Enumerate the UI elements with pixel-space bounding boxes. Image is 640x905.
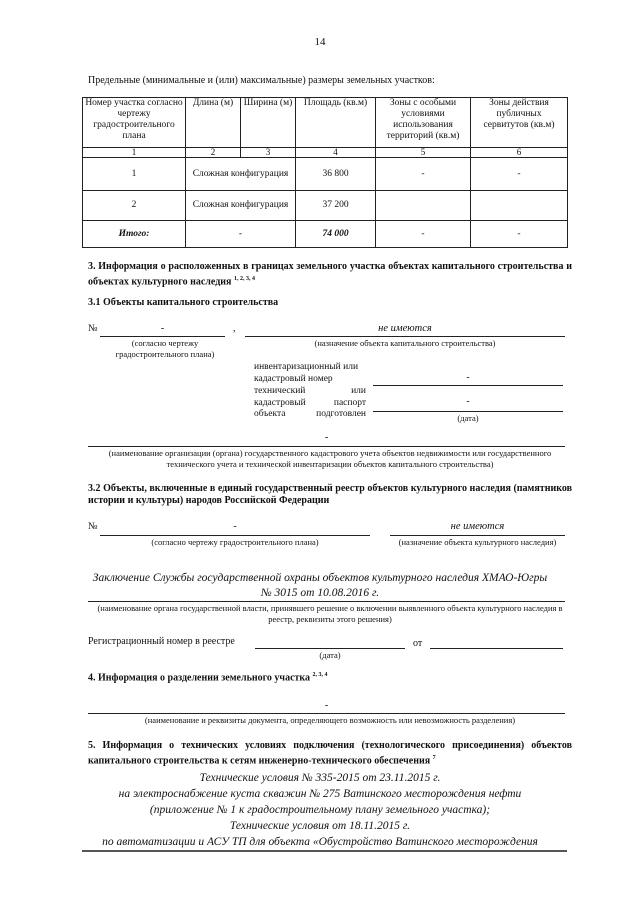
underline [82, 850, 567, 852]
object-purpose-value: не имеются [378, 323, 432, 334]
cell-dims: Сложная конфигурация [186, 158, 296, 191]
header-cell: Зоны с особыми условиями использования территорий (кв.м) [376, 98, 471, 148]
underline [88, 601, 565, 602]
table-row [83, 158, 568, 191]
tech-condition-line: Технические условия от 18.11.2015 г. [229, 820, 411, 832]
tech-condition-line: на электроснабжение куста скважин № 275 Ватинского месторождения нефти [118, 788, 522, 800]
underline [245, 336, 565, 337]
section-3-2-heading: 3.2 Объекты, включенные в единый государственный реестр объектов культурного наследия (памятников истории и культуры) народов Российской Федерации [88, 483, 572, 506]
tech-condition-line: (приложение № 1 к градостроительному плану земельного участка); [149, 804, 491, 816]
section-3-heading [88, 261, 572, 288]
section-5-title: 5. Информация о технических условиях подключения (технологического присоединения) объектов капитального строительства к сетям инженерно-технического обеспечения [88, 740, 572, 767]
division-value: - [324, 700, 329, 711]
number-sign: № [88, 323, 98, 334]
caption: (назначение объекта культурного наследия) [398, 537, 557, 547]
intro-text: Предельные (минимальные и (или) максимальные) размеры земельных участков: [88, 75, 435, 86]
number-cell: 5 [376, 148, 471, 158]
total-servitudes: - [471, 221, 568, 248]
comma: , [233, 323, 236, 334]
inventory-label: инвентаризационный или кадастровый номер [254, 362, 359, 384]
footnote-ref: 1, 2, 3, 4 [233, 276, 255, 282]
section-3-title: 3. Информация о расположенных в границах земельного участка объектах капитального строительства и объектах культурного наследия [88, 261, 572, 288]
table-header-row [83, 98, 568, 148]
cell-num: 1 [83, 158, 186, 191]
organization-value: - [324, 432, 329, 443]
cell-area: 36 800 [296, 158, 376, 191]
table-total-row [83, 221, 568, 248]
header-cell: Длина (м) [186, 98, 241, 148]
section-4-heading [88, 672, 328, 683]
cell-servitudes [471, 191, 568, 221]
registry-label: Регистрационный номер в реестре [88, 636, 235, 647]
from-label: от [413, 638, 423, 649]
number-cell: 2 [186, 148, 241, 158]
inventory-value: - [466, 372, 470, 383]
table-row [83, 191, 568, 221]
footnote-ref: 2, 3, 4 [312, 672, 328, 678]
total-label: Итого: [83, 221, 186, 248]
number-cell: 6 [471, 148, 568, 158]
underline [373, 385, 563, 386]
caption: (дата) [319, 650, 341, 660]
caption: (наименование организации (органа) государственного кадастрового учета объектов недвижимости или государственного технического учета и технической инвентаризации объектов капитального строительства) [108, 448, 552, 469]
number-cell: 1 [83, 148, 186, 158]
underline [100, 336, 225, 337]
tech-condition-line: по автоматизации и АСУ ТП для объекта «Обустройство Ватинского месторождения [102, 836, 538, 848]
passport-label: технический или кадастровый паспорт объекта подготовлен [254, 386, 366, 419]
total-area: 74 000 [296, 221, 376, 248]
section-3-1-heading: 3.1 Объекты капитального строительства [88, 297, 279, 308]
underline [88, 713, 565, 714]
numbering-row [83, 148, 568, 158]
header-cell: Номер участка согласно чертежу градостроительного плана [83, 98, 186, 148]
cell-zones [376, 191, 471, 221]
number-cell: 3 [241, 148, 296, 158]
underline [390, 535, 565, 536]
section-5-heading [88, 740, 572, 767]
underline [88, 446, 565, 447]
decision-line: Заключение Службы государственной охраны объектов культурного наследия ХМАО-Югры [92, 572, 548, 584]
caption: (наименование органа государственной власти, принявшего решение о включении выявленного объекта культурного наследия в реестр, реквизиты этого решения) [97, 603, 563, 624]
header-cell: Ширина (м) [241, 98, 296, 148]
underline [100, 535, 370, 536]
heritage-purpose-value: не имеются [450, 521, 505, 532]
underline [373, 411, 563, 412]
cell-area: 37 200 [296, 191, 376, 221]
number-sign: № [88, 521, 98, 532]
total-zones: - [376, 221, 471, 248]
total-dims: - [186, 221, 296, 248]
cell-servitudes: - [471, 158, 568, 191]
registry-date-line [430, 648, 563, 649]
cell-dims: Сложная конфигурация [186, 191, 296, 221]
page-number: 14 [314, 36, 326, 48]
registry-number-line [255, 648, 405, 649]
cell-zones: - [376, 158, 471, 191]
caption: (наименование и реквизиты документа, определяющего возможность или невозможность разделения) [144, 715, 516, 725]
object-number-value: - [160, 323, 165, 334]
footnote-ref: 7 [432, 755, 436, 761]
caption: (дата) [457, 413, 479, 423]
caption: (согласно чертежу градостроительного плана) [151, 537, 319, 547]
passport-value: - [466, 396, 470, 407]
caption: (согласно чертежу градостроительного плана) [115, 338, 215, 359]
caption: (назначение объекта капитального строительства) [314, 338, 496, 348]
header-cell: Зоны действия публичных сервитутов (кв.м) [471, 98, 568, 148]
section-4-title: 4. Информация о разделении земельного участка [88, 672, 311, 684]
number-cell: 4 [296, 148, 376, 158]
heritage-number-value: - [233, 521, 237, 532]
header-cell: Площадь (кв.м) [296, 98, 376, 148]
land-plot-table [82, 97, 568, 248]
decision-line: № 3015 от 10.08.2016 г. [260, 587, 380, 599]
cell-num: 2 [83, 191, 186, 221]
tech-condition-line: Технические условия № 335-2015 от 23.11.2015 г. [199, 772, 441, 784]
